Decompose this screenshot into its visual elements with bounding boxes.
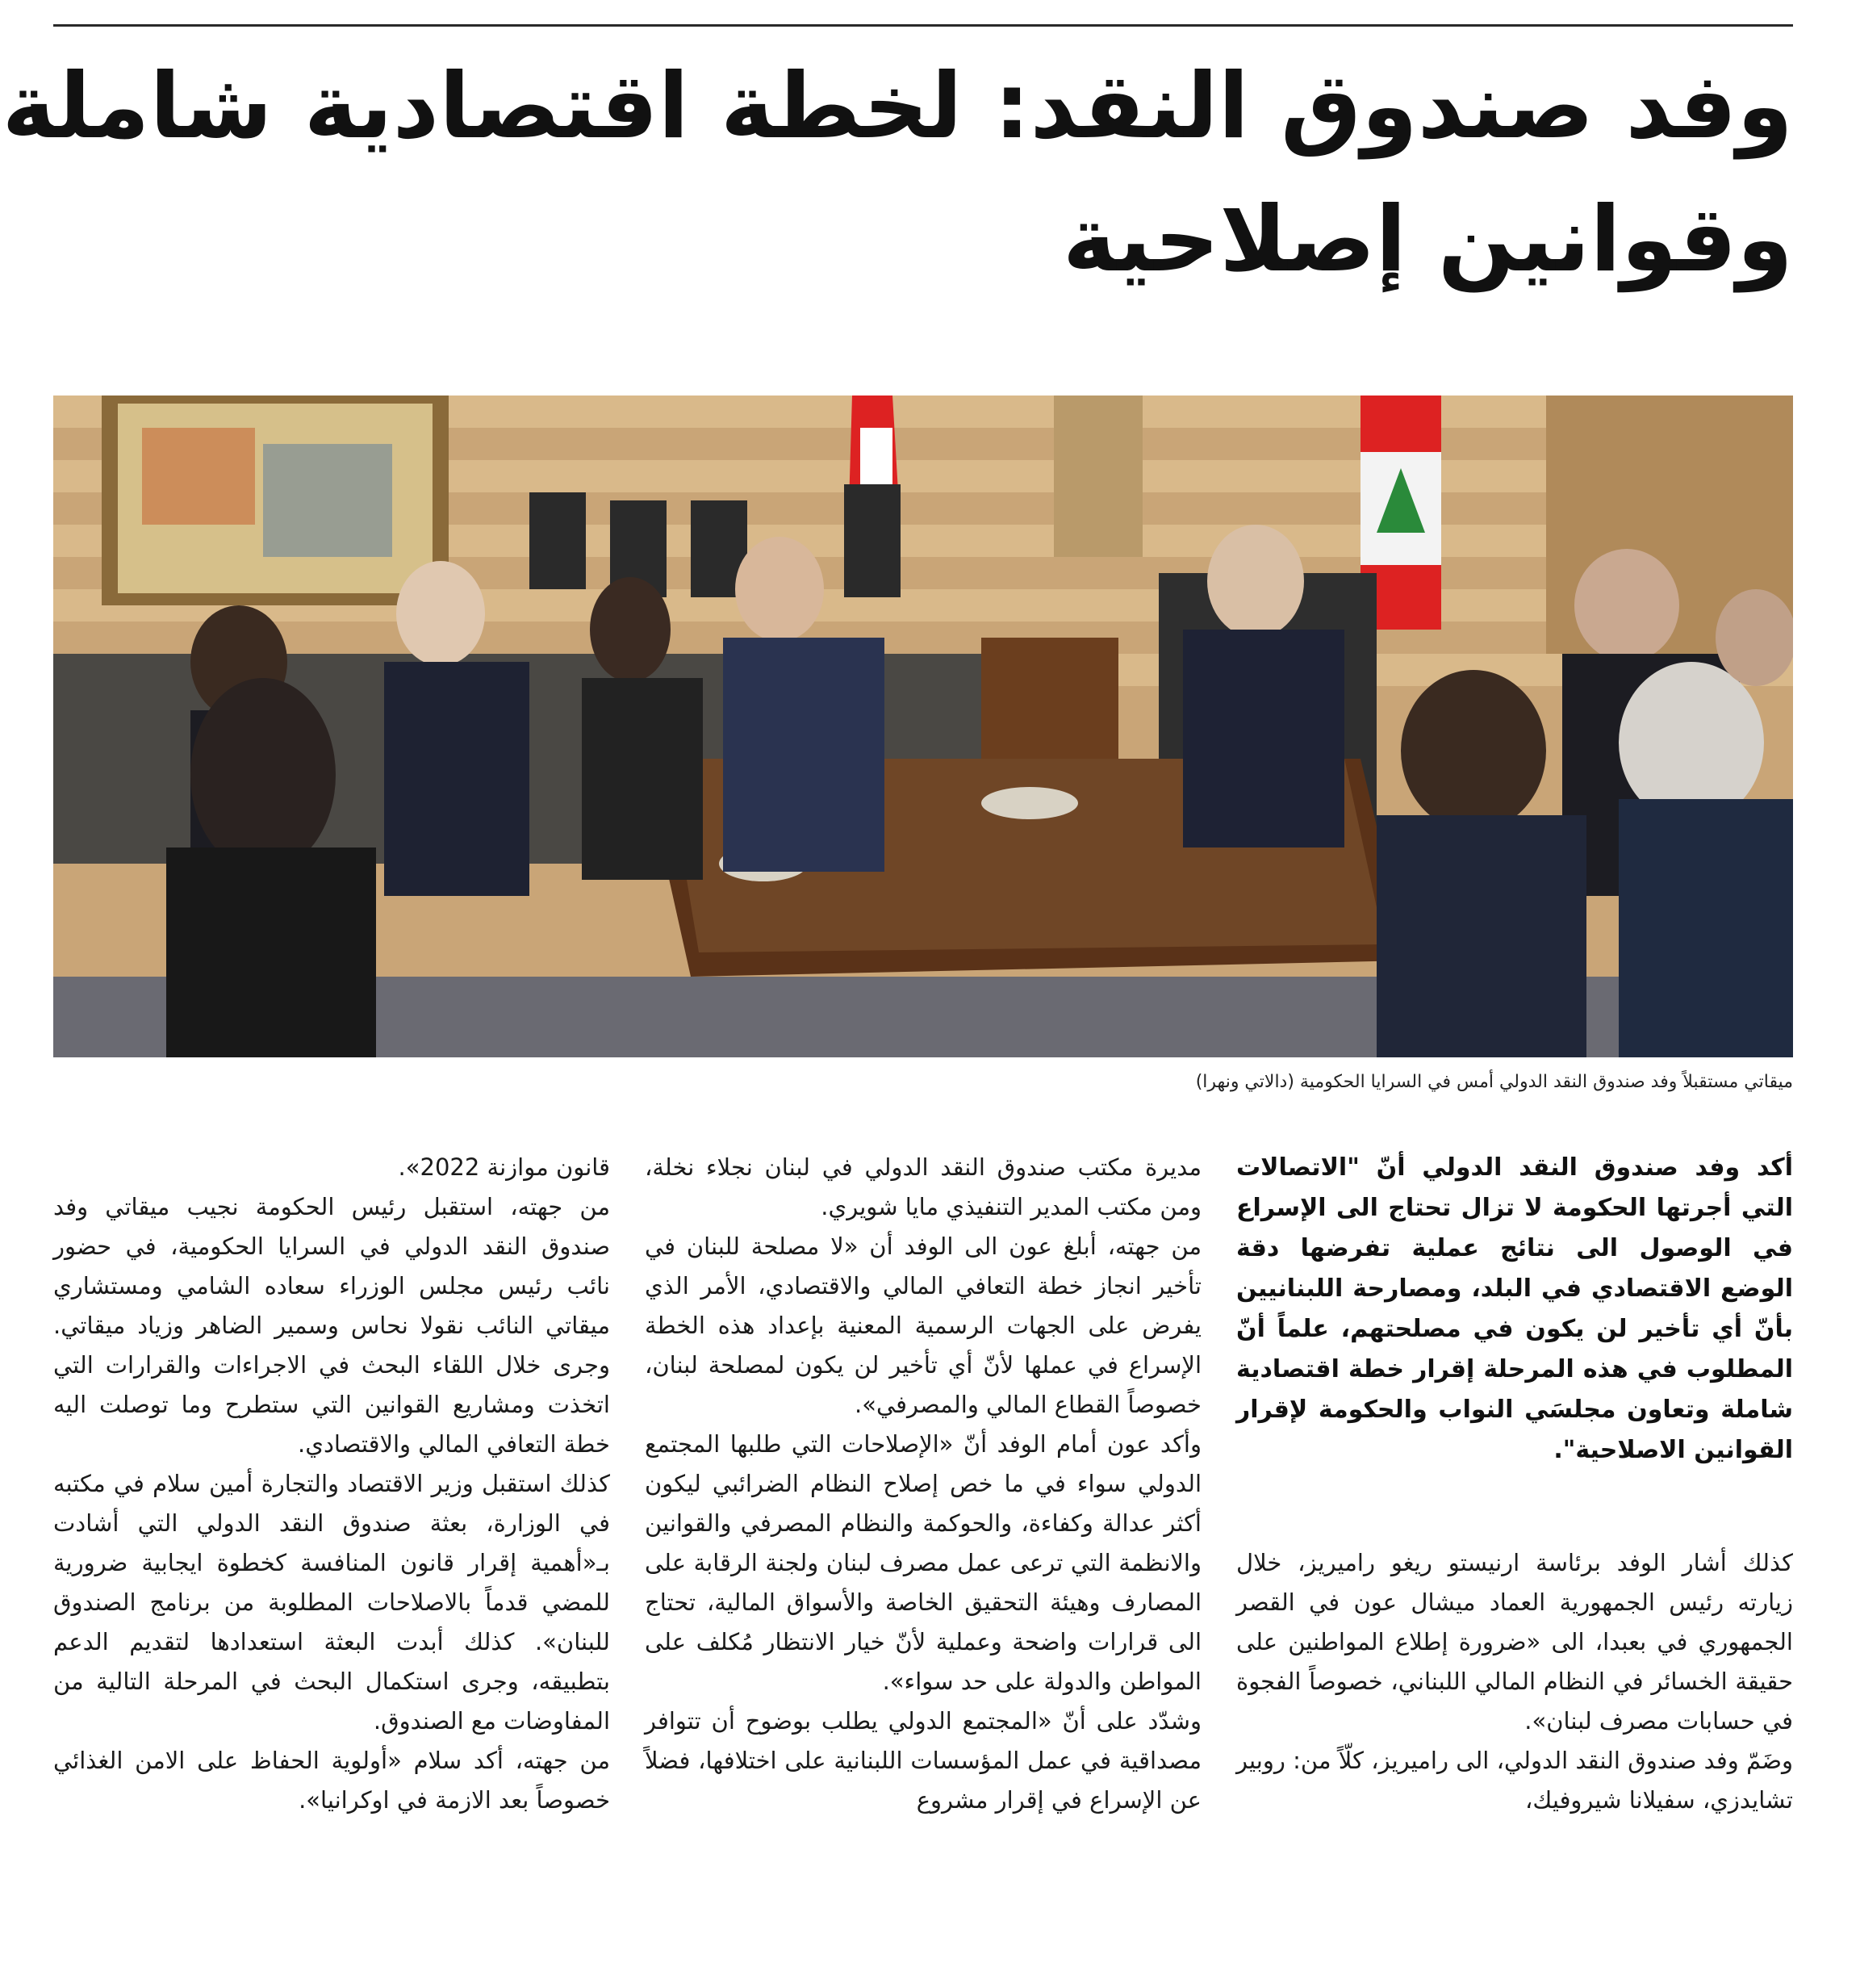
headline-line-1: وفد صندوق النقد: لخطة اقتصادية شاملة: [2, 54, 1793, 159]
headline-line-2: وقوانين إصلاحية: [1062, 187, 1793, 292]
paragraph: من جهته، استقبل رئيس الحكومة نجيب ميقاتي وفد صندوق النقد الدولي في السرايا الحكومية، في حضور نائب رئيس مجلس الوزراء سعاده الشامي ومستشاري ميقاتي النائب نقولا نحاس وسمير الضاهر وزياد ميقاتي. وجرى خلال اللقاء البحث في الاجراءات والقرارات التي اتخذت ومشاريع القوانين التي ستطرح وما توصلت اليه خطة التعافي المالي والاقتصادي.: [53, 1193, 610, 1458]
paragraph: مديرة مكتب صندوق النقد الدولي في لبنان نجلاء نخلة، ومن مكتب المدير التنفيذي مايا شويري.: [645, 1153, 1202, 1220]
paragraph: وشدّد على أنّ «المجتمع الدولي يطلب بوضوح أن تتوافر مصداقية في عمل المؤسسات اللبنانية على اختلافها، فضلاً عن الإسراع في إقرار مشروع: [645, 1707, 1202, 1814]
column-left: [53, 1148, 610, 1820]
paragraph: وضَمّ وفد صندوق النقد الدولي، الى راميريز، كلّاً من: روبير تشايدزي، سفيلانا شيروفيك،: [1236, 1747, 1793, 1814]
paragraph: من جهته، أكد سلام «أولوية الحفاظ على الامن الغذائي خصوصاً بعد الازمة في اوكرانيا».: [53, 1747, 610, 1814]
headline: [2, 40, 1793, 307]
paragraph: وأكد عون أمام الوفد أنّ «الإصلاحات التي طلبها المجتمع الدولي سواء في ما خص إصلاح النظام الضرائبي ليكون أكثر عدالة وكفاءة، والحوكمة والنظام المصرفي والقوانين والانظمة التي ترعى عمل مصرف لبنان ولجنة الرقابة على المصارف وهيئة التحقيق الخاصة والأسواق المالية، تحتاج الى قرارات واضحة وعملية لأنّ خيار الانتظار مُكلف على المواطن والدولة على حد سواء».: [645, 1430, 1202, 1695]
paragraph: من جهته، أبلغ عون الى الوفد أن «لا مصلحة للبنان في تأخير انجاز خطة التعافي المالي والاقتصادي، الأمر الذي يفرض على الجهات الرسمية المعنية بإعداد هذه الخطة الإسراع في عملها لأنّ أي تأخير لن يكون لمصلحة لبنان، خصوصاً القطاع المالي والمصرفي».: [645, 1233, 1202, 1418]
paragraph: قانون موازنة 2022».: [398, 1153, 610, 1181]
column-middle: [645, 1148, 1202, 1820]
photo-caption: ميقاتي مستقبلاً وفد صندوق النقد الدولي أمس في السرايا الحكومية (دالاتي ونهرا): [1195, 1072, 1793, 1092]
top-rule: [53, 24, 1793, 27]
column-right: [1236, 1148, 1793, 1814]
lead-paragraph: أكد وفد صندوق النقد الدولي أنّ "الاتصالات التي أجرتها الحكومة لا تزال تحتاج الى الإسراع في الوصول الى نتائج عملية تفرضها دقة الوضع الاقتصادي في البلد، ومصارحة اللبنانيين بأنّ أي تأخير لن يكون في مصلحتهم، علماً أنّ المطلوب في هذه المرحلة إقرار خطة اقتصادية شاملة وتعاون مجلسَي النواب والحكومة لإقرار القوانين الاصلاحية".: [1236, 1153, 1793, 1464]
paragraph: كذلك أشار الوفد برئاسة ارنيستو ريغو راميريز، خلال زيارته رئيس الجمهورية العماد ميشال عون في القصر الجمهوري في بعبدا، الى «ضرورة إطلاع المواطنين على حقيقة الخسائر في النظام المالي اللبناني، خصوصاً الفجوة في حسابات مصرف لبنان».: [1236, 1549, 1793, 1735]
meeting-photo: [53, 396, 1793, 1057]
column-right-body: [1236, 1543, 1793, 1820]
paragraph: كذلك استقبل وزير الاقتصاد والتجارة أمين سلام في مكتبه في الوزارة، بعثة صندوق النقد الدولي التي أشادت بـ«أهمية إقرار قانون المنافسة كخطوة ايجابية ضرورية للمضي قدماً بالاصلاحات المطلوبة من برنامج الصندوق للبنان». كذلك أبدت البعثة استعدادها لتقديم الدعم بتطبيقه، وجرى استكمال البحث في المرحلة التالية من المفاوضات مع الصندوق.: [53, 1470, 610, 1735]
